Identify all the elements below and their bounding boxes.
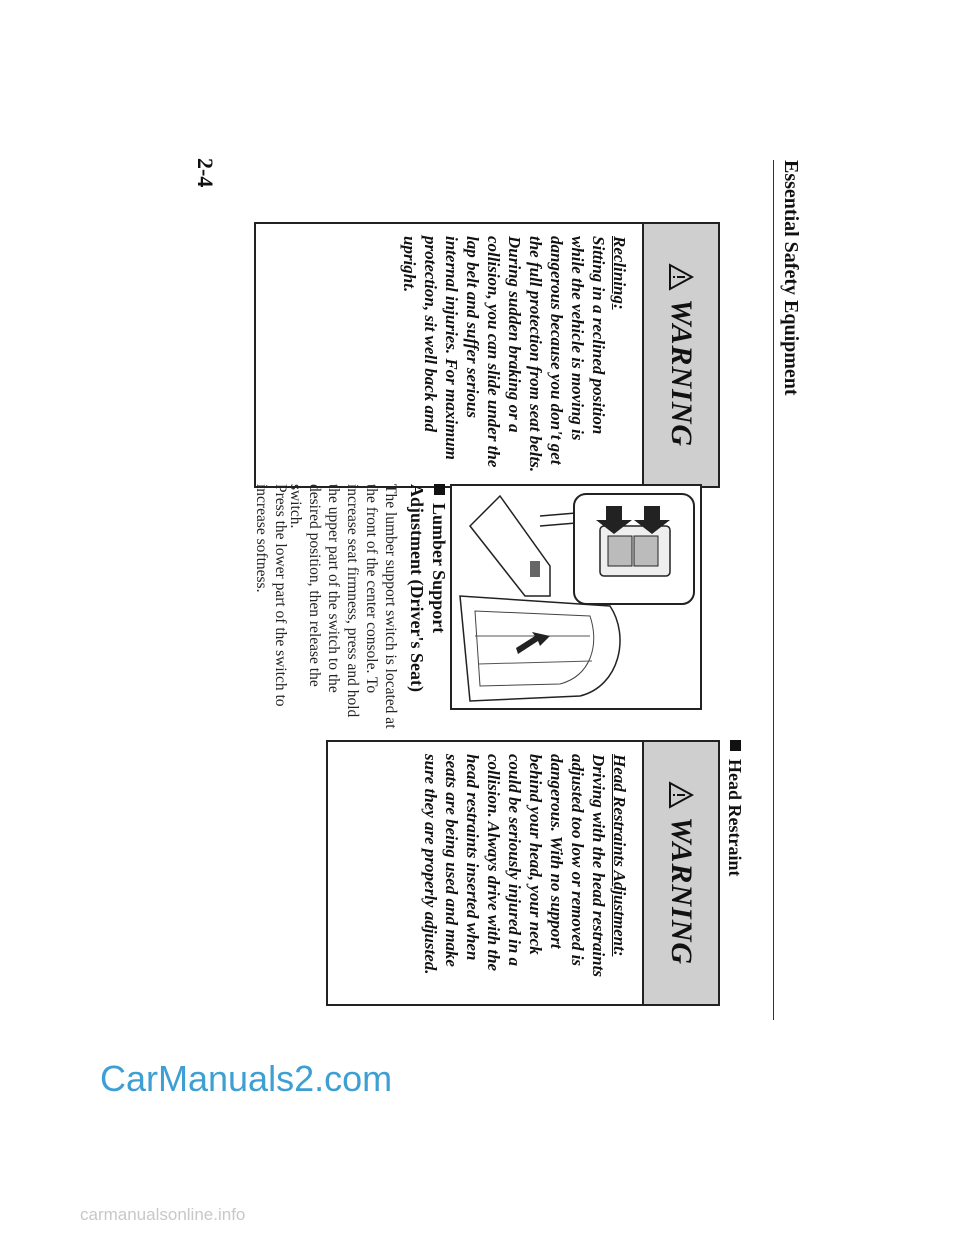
warning-triangle-icon: [668, 263, 694, 291]
warning-header: [642, 224, 718, 486]
lumbar-paragraph-2: Press the lower part of the switch to increase softness.: [253, 484, 289, 707]
bullet-square-icon: [434, 484, 445, 495]
lumbar-switch-illustration: [450, 484, 702, 710]
lumbar-heading-text: Lumber Support Adjustment (Driver's Seat): [407, 484, 449, 692]
watermark-carmanuals2: CarManuals2.com: [100, 1058, 393, 1099]
warning-title: WARNING: [665, 816, 698, 966]
warning-body: [389, 224, 642, 486]
warning-header: [642, 742, 718, 1004]
watermark-carmanualsonline: carmanualsonline.info: [80, 1205, 246, 1224]
head-restraint-heading-text: Head Restraint: [725, 759, 745, 877]
warning-triangle-icon: [668, 781, 694, 809]
header-rule: [773, 160, 774, 1020]
warning-text: Sitting in a reclined position while the vehicle is moving is dangerous because you don't get the full protection from seat belts. During sudden braking or a collision, you can slide under the lap belt and suffer serious internal injuries. For maximum protection, sit well back and upright.: [400, 236, 608, 473]
page-number: 2-4: [193, 158, 218, 188]
head-restraint-heading: [724, 740, 746, 980]
section-header: Essential Safety Equipment: [780, 160, 802, 396]
bullet-square-icon: [730, 740, 741, 751]
warning-subtitle: Reclining:: [610, 236, 629, 310]
warning-body: [410, 742, 642, 1004]
warning-box-reclining: [254, 222, 720, 488]
warning-subtitle: Head Restraints Adjustment:: [610, 754, 629, 957]
warning-title: WARNING: [665, 298, 698, 448]
warning-box-head-restraint: [326, 740, 720, 1006]
lumbar-paragraph-1: The lumber support switch is located at the front of the center console. To increase seat firmness, press and hold the upper part of the switch to the desired position, then release the switch.: [287, 484, 399, 729]
seat-console-drawing: [452, 486, 700, 708]
lumbar-section-heading: [406, 484, 450, 724]
warning-text: Driving with the head restraints adjusted too low or removed is dangerous. With no support behind your head, your neck could be seriously injured in a collision. Always drive with the head restraints inserted when seats are being used and make sure they are properly adjusted.: [421, 754, 608, 977]
